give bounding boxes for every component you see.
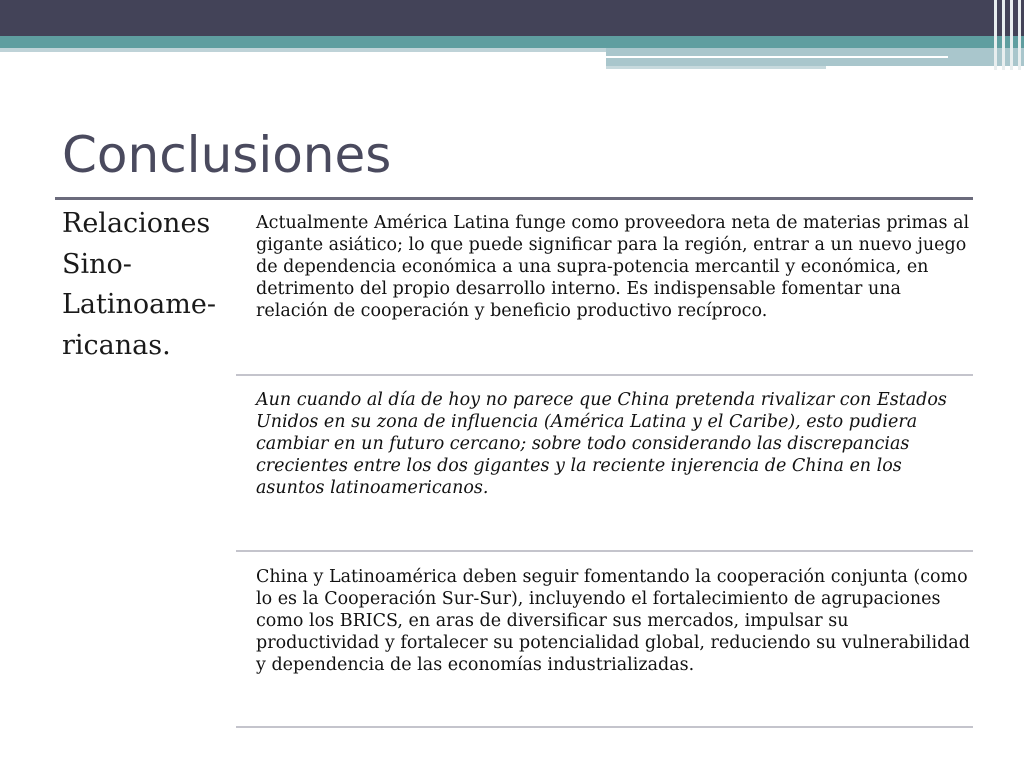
stripe <box>1002 0 1005 70</box>
slide-title: Conclusiones <box>62 126 392 184</box>
row-divider <box>236 374 973 376</box>
banner-accent-line <box>606 56 948 58</box>
banner-dark-bar <box>0 0 1024 36</box>
banner-accent-line-lower <box>606 66 826 69</box>
table-cell-2: Aun cuando al día de hoy no parece que China pretenda rivalizar con Estados Unidos en su zona de influencia (América Latina y el Caribe), esto pudiera cambiar en un futuro cercano; sobre todo considerando las discrepancias crecientes entre los dos gigantes y la reciente injerencia de China en los asuntos latinoamericanos. <box>256 390 947 498</box>
stripe <box>994 0 997 70</box>
banner-vertical-stripes <box>990 0 1024 70</box>
stripe <box>1018 0 1021 70</box>
table-cell-1: Actualmente América Latina funge como proveedora neta de materias primas al gigante asiático; lo que puede significar para la región, entrar a un nuevo juego de dependencia económica a una supra-potencia mercantil y económica, en detrimento del propio desarrollo interno. Es indispensable fomentar una relación de cooperación y beneficio productivo recíproco. <box>256 213 970 321</box>
title-underline <box>55 197 973 200</box>
banner-teal-bar <box>0 36 1024 48</box>
row-divider <box>236 550 973 552</box>
table-row-label: Relaciones Sino-Latinoame-ricanas. <box>62 208 216 361</box>
table-cell-3: China y Latinoamérica deben seguir fomentando la cooperación conjunta (como lo es la Cooperación Sur-Sur), incluyendo el fortalecimiento de agrupaciones como los BRICS, en aras de diversificar sus mercados, impulsar su productividad y fortalecer su potencialidad global, reduciendo su vulnerabilidad y dependencia de las economías industrializadas. <box>256 567 970 675</box>
row-divider <box>236 726 973 728</box>
banner-thin-line <box>0 48 606 52</box>
stripe <box>1010 0 1013 70</box>
